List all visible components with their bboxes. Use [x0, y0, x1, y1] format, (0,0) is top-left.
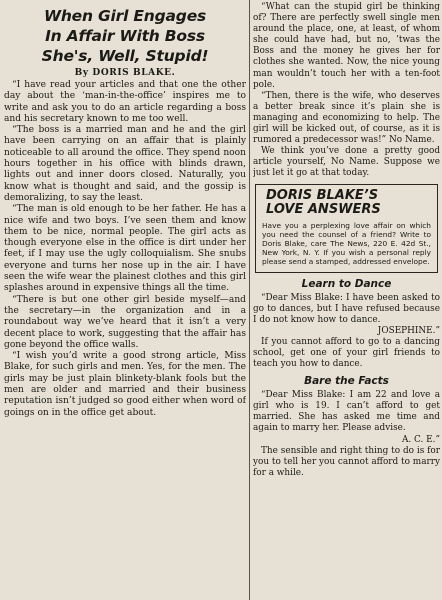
love-answers-title-line: DORIS BLAKE’S: [266, 187, 379, 203]
letter-text: “Dear Miss Blake: I am 22 and love a girl who is 19. I can’t afford to get married. She has asked me time and again to marry her. Please advise.: [253, 390, 440, 434]
article-paragraph: “I have read your articles and that one the other day about the ‘man-in-the-office’ inspires me to write and ask you to do an article regarding a boss and his secretary known to me too well.: [4, 80, 246, 124]
letter-answer: If you cannot afford to go to a dancing school, get one of your girl friends to teach you how to dance.: [253, 336, 440, 370]
letter-text: “Dear Miss Blake: I have been asked to go to dances, but I have refused because I do not know how to dance.: [253, 292, 440, 325]
article-column: [4, 2, 246, 600]
letter-signature: A. C. E.”: [401, 434, 440, 445]
love-answers-title: [266, 189, 431, 217]
article-paragraph: “There is but one other girl beside myself—and the secretary—in the organization and in a roundabout way we’ve heard that it isn’t a very decent place to work, suggesting that the affair has gone beyond the office walls.: [4, 294, 246, 350]
article-paragraph: We think you’ve done a pretty good article yourself, No Name. Suppose we just let it go at that today.: [253, 146, 440, 179]
headline-line: In Affair With Boss: [45, 27, 205, 45]
article-paragraph: “What can the stupid girl be thinking of? There are perfectly swell single men around the place, one, at least, of whom she could have had, but no, ’twas the Boss and the money he gives her for clothes she wanted. Now, the nice young man wouldn’t touch her with a ten-foot pole.: [253, 2, 440, 90]
byline: By DORIS BLAKE.: [74, 68, 176, 78]
article-paragraph: “Then, there is the wife, who deserves a better break since it’s plain she is managing and economizing to help. The girl will be kicked out, of course, as it is rumored a predecessor was!” No Name.: [253, 90, 440, 146]
column-divider: [249, 0, 250, 600]
love-answers-box: [255, 184, 438, 273]
article-paragraph: “The boss is a married man and he and the girl have been carrying on an affair that is plainly noticeable to all around the office. They spend noon hours together in his office with blinds drawn, lights out and inner doors closed. Naturally, you know what is thought and said, and the gossip is demoralizing, to say the least.: [4, 125, 246, 203]
headline-line: When Girl Engages: [43, 7, 207, 25]
right-column: [253, 2, 440, 600]
love-answers-title-line: LOVE ANSWERS: [266, 201, 381, 217]
letter-signature: JOSEPHINE.”: [377, 325, 440, 336]
letter-heading: Bare the Facts: [304, 375, 389, 388]
letter-answer: The sensible and right thing to do is for you to tell her you cannot afford to marry for a while.: [253, 445, 440, 478]
article-paragraph: “The man is old enough to be her father. He has a nice wife and two boys. I’ve seen them and know them to be nice, normal people. The girl acts as though everyone else in the office is dirt under her feet, if I may use the ugly colloquialism. She snubs everyone and turns her nose up in the air. I have seen the wife wear the plainest clothes and this girl splashes around in expensive things all the time.: [4, 204, 246, 294]
headline-line: She's, Well, Stupid!: [41, 47, 209, 65]
article-paragraph: “I wish you’d write a good strong article, Miss Blake, for such girls and men. Yes, for the men. The girls may be just plain blinkety-blank fools but the men are older and married and their business reputation isn’t judged so good either when word of goings on in the office get about.: [4, 351, 246, 418]
love-answers-instructions: Have you a perplexing love affair on which you need the counsel of a friend? Write to Doris Blake, care The News, 220 E. 42d St., New York, N. Y. If you wish a personal reply please send a stamped, addressed envelope.: [262, 220, 431, 267]
letter-heading: Learn to Dance: [301, 277, 392, 290]
article-headline: [4, 6, 246, 66]
